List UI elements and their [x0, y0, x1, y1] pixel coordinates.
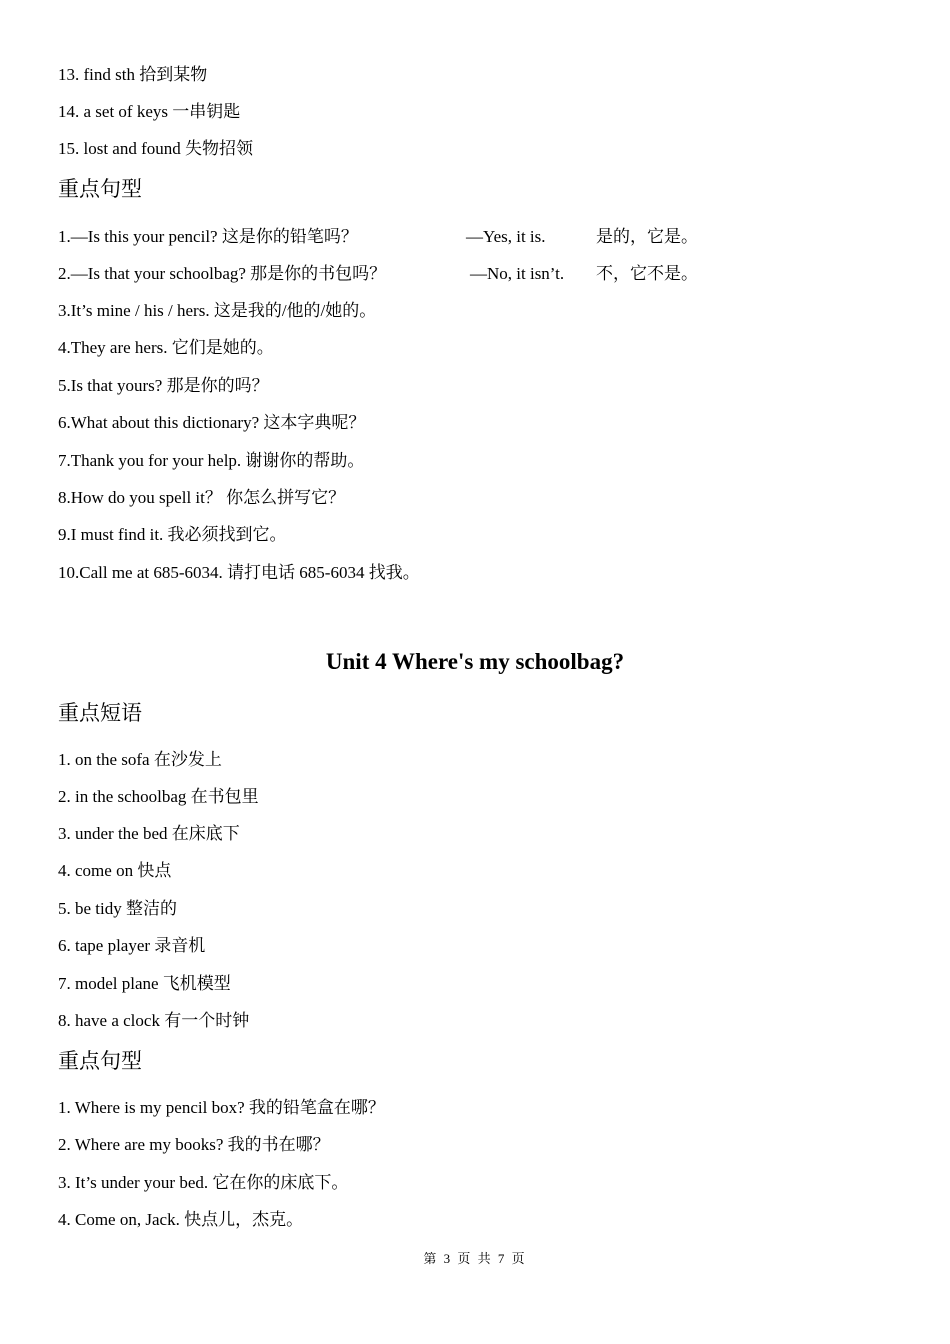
- sentence-item: 8.How do you spell it？ 你怎么拼写它？: [58, 488, 346, 507]
- sentence-item: 5.Is that yours? 那是你的吗？: [58, 376, 269, 395]
- phrase-item: 2. in the schoolbag 在书包里: [58, 787, 259, 806]
- section-heading: 重点句型: [58, 177, 142, 201]
- sentence-answer-translation: 是的，它是。: [596, 227, 698, 246]
- phrase-item: 6. tape player 录音机: [58, 936, 206, 955]
- phrase-item: 3. under the bed 在床底下: [58, 824, 240, 843]
- phrase-item: 5. be tidy 整洁的: [58, 899, 177, 918]
- unit-title: Unit 4 Where's my schoolbag?: [325, 649, 625, 674]
- sentence-answer-translation: 不，它不是。: [596, 264, 698, 283]
- section-heading: 重点短语: [58, 701, 142, 725]
- sentence-item: 2.—Is that your schoolbag? 那是你的书包吗？: [58, 264, 387, 283]
- phrase-item: 1. on the sofa 在沙发上: [58, 750, 222, 769]
- sentence-item: 9.I must find it. 我必须找到它。: [58, 525, 287, 544]
- sentence-item: 3.It’s mine / his / hers. 这是我的/他的/她的。: [58, 301, 377, 320]
- sentence-item: 6.What about this dictionary? 这本字典呢？: [58, 413, 366, 432]
- sentence-answer: —Yes, it is.: [466, 227, 546, 246]
- phrase-item: 14. a set of keys 一串钥匙: [58, 102, 241, 121]
- page-footer: 第 3 页 共 7 页: [423, 1251, 527, 1266]
- phrase-item: 15. lost and found 失物招领: [58, 139, 254, 158]
- sentence-item: 10.Call me at 685-6034. 请打电话 685-6034 找我。: [58, 563, 420, 582]
- sentence-item: 4. Come on, Jack. 快点儿，杰克。: [58, 1210, 304, 1229]
- sentence-answer: —No, it isn’t.: [470, 264, 565, 283]
- phrase-item: 4. come on 快点: [58, 861, 172, 880]
- sentence-item: 4.They are hers. 它们是她的。: [58, 338, 274, 357]
- phrase-item: 8. have a clock 有一个时钟: [58, 1011, 250, 1030]
- sentence-item: 7.Thank you for your help. 谢谢你的帮助。: [58, 451, 365, 470]
- phrase-item: 7. model plane 飞机模型: [58, 974, 231, 993]
- section-heading: 重点句型: [58, 1049, 142, 1073]
- sentence-item: 1.—Is this your pencil? 这是你的铅笔吗？: [58, 227, 358, 246]
- sentence-item: 3. It’s under your bed. 它在你的床底下。: [58, 1173, 349, 1192]
- sentence-item: 1. Where is my pencil box? 我的铅笔盒在哪？: [58, 1098, 385, 1117]
- sentence-item: 2. Where are my books? 我的书在哪？: [58, 1135, 330, 1154]
- phrase-item: 13. find sth 拾到某物: [58, 65, 208, 84]
